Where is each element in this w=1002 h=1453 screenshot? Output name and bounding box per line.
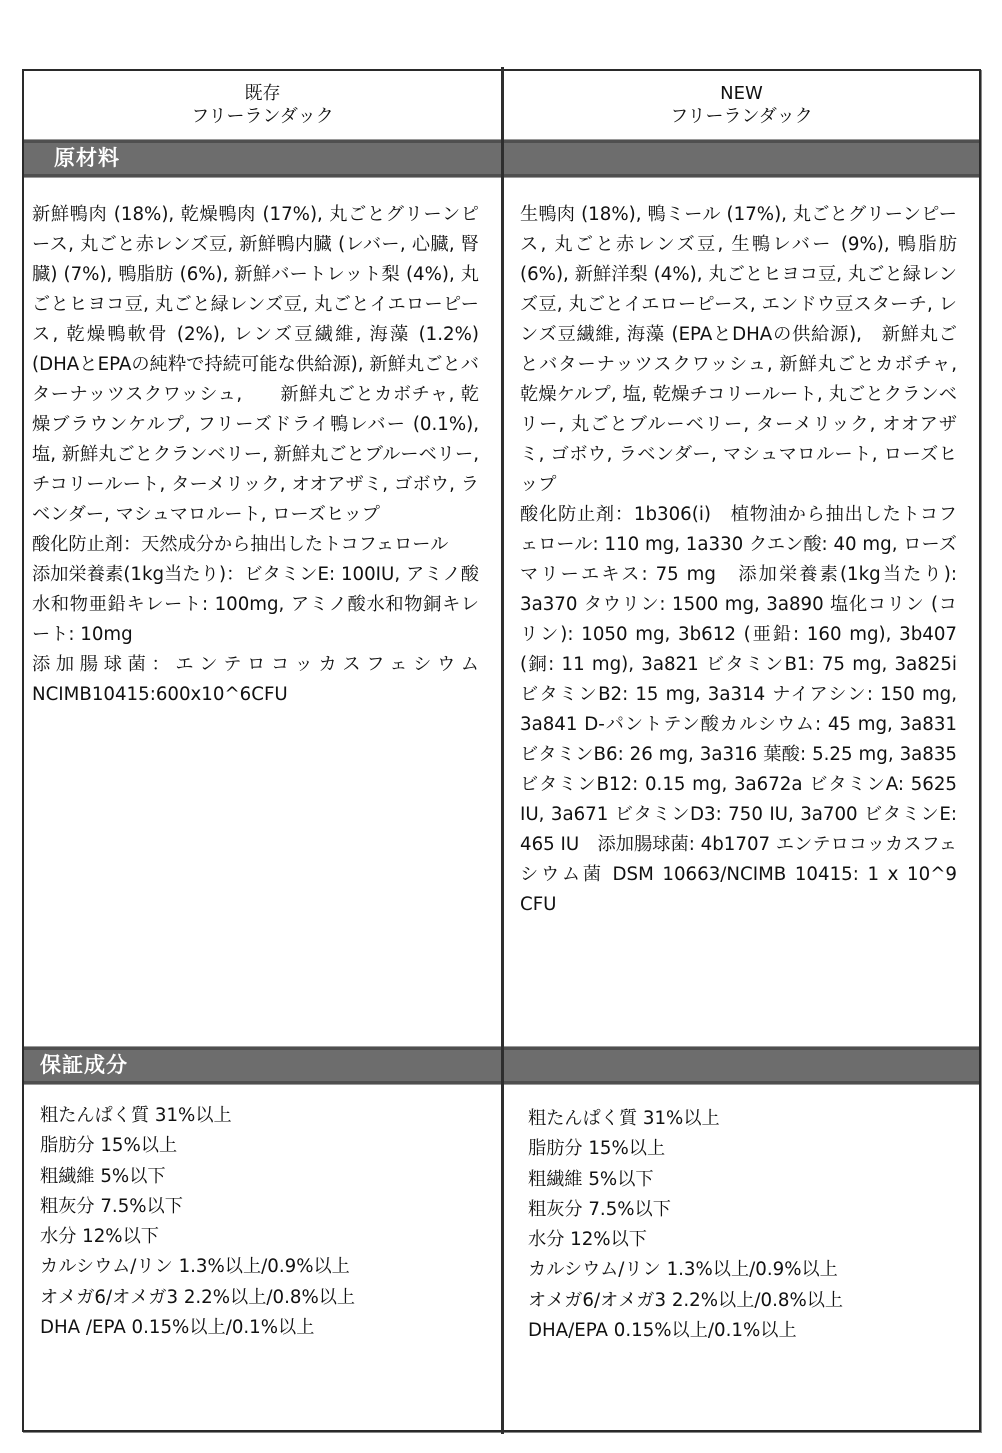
analysis-item: 水分 12%以下: [40, 1226, 159, 1248]
analysis-item: 粗繊維 5%以下: [40, 1165, 166, 1187]
column-header-new-line2: フリーランダック: [670, 106, 813, 127]
analysis-list-existing: [24, 1084, 501, 1343]
analysis-item: オメガ6/オメガ3 2.2%以上/0.8%以上: [40, 1286, 356, 1308]
analysis-cell-new: [504, 1084, 979, 1430]
ingredients-cell-new: [504, 177, 979, 1047]
ingredients-list-new: 生鴨肉 (18%), 鴨ミール (17%), 丸ごとグリーンピース, 丸ごと赤レンズ豆, 生鴨レバー (9%), 鴨脂肪 (6%), 新鮮洋梨 (4%), 丸ごとヒヨコ豆, 丸ごと緑レンズ豆, 丸ごとイエローピース, エンドウ豆スターチ, レンズ豆繊維, 海藻 (EPAとDHAの供給源), 新鮮丸ごとバターナッツスクワッシュ, 新鮮丸ごとカボチャ, 乾燥ケルプ, 塩, 乾燥チコリールート, 丸ごとクランベリー, 丸ごとブルーベリー, ターメリック, オオアザミ, ゴボウ, ラベンダー, マシュマロルート, ローズヒップ: [520, 204, 957, 495]
analysis-item: 粗たんぱく質 31%以上: [40, 1105, 232, 1126]
column-header-existing-line1: 既存: [244, 83, 281, 104]
analysis-item: 脂肪分 15%以上: [528, 1138, 666, 1160]
analysis-item: DHA /EPA 0.15%以上/0.1%以上: [40, 1317, 315, 1339]
probiotic-existing: 添加腸球菌：エンテロコッカスフェシウム NCIMB10415:600x10^6CFU: [32, 654, 479, 705]
analysis-item: 脂肪分 15%以上: [40, 1135, 178, 1157]
analysis-item: 粗繊維 5%以下: [528, 1168, 654, 1190]
analysis-list-new: [504, 1084, 979, 1346]
added-nutrients-existing: 添加栄養素(1kg当たり)：ビタミンE: 100IU, アミノ酸水和物亜鉛キレート: 100mg, アミノ酸水和物銅キレート: 10mg: [32, 564, 479, 645]
ingredients-text-new: [504, 177, 979, 920]
column-header-existing-line2: フリーランダック: [191, 106, 334, 127]
analysis-item: DHA/EPA 0.15%以上/0.1%以上: [528, 1320, 797, 1342]
ingredients-cell-existing: [24, 177, 501, 1047]
comparison-table: [22, 69, 981, 1432]
column-divider: [501, 67, 504, 1434]
analysis-cell-existing: [24, 1084, 501, 1430]
column-header-new: [504, 71, 979, 141]
analysis-item: 粗灰分 7.5%以下: [40, 1195, 183, 1217]
analysis-item: カルシウム/リン 1.3%以上/0.9%以上: [528, 1259, 838, 1281]
analysis-item: 粗灰分 7.5%以下: [528, 1198, 671, 1220]
column-header-existing: [24, 71, 501, 141]
analysis-item: オメガ6/オメガ3 2.2%以上/0.8%以上: [528, 1289, 844, 1311]
ingredients-text-existing: [24, 177, 501, 710]
analysis-item: 水分 12%以下: [528, 1229, 647, 1251]
additives-new: 酸化防止剤：1b306(i) 植物油から抽出したトコフェロール: 110 mg, 1a330 クエン酸: 40 mg, ローズマリーエキス: 75 mg 添加栄養素(1kg当たり): 3a370 タウリン: 1500 mg, 3a890 塩化コリン (コリン): 1050 mg, 3b612 (亜鉛: 160 mg), 3b407 (銅: 11 mg), 3a821 ビタミンB1: 75 mg, 3a825i ビタミンB2: 15 mg, 3a314 ナイアシン: 150 mg, 3a841 D-パントテン酸カルシウム: 45 mg, 3a831 ビタミンB6: 26 mg, 3a316 葉酸: 5.25 mg, 3a835 ビタミンB12: 0.15 mg, 3a672a ビタミンA: 5625 IU, 3a671 ビタミンD3: 750 IU, 3a700 ビタミンE: 465 IU 添加腸球菌: 4b1707 エンテロコッカスフェシウム菌 DSM 10663/NCIMB 10415: 1 x 10^9 CFU: [520, 504, 957, 915]
section-label-ingredients: 原材料: [54, 146, 120, 170]
section-label-guaranteed-analysis: 保証成分: [40, 1053, 128, 1077]
antioxidant-existing: 酸化防止剤：天然成分から抽出したトコフェロール: [32, 534, 449, 555]
analysis-item: 粗たんぱく質 31%以上: [528, 1108, 720, 1129]
ingredients-list-existing: 新鮮鴨肉 (18%), 乾燥鴨肉 (17%), 丸ごとグリーンピース, 丸ごと赤レンズ豆, 新鮮鴨内臓 (レバー, 心臓, 腎臓) (7%), 鴨脂肪 (6%), 新鮮バートレット梨 (4%), 丸ごとヒヨコ豆, 丸ごと緑レンズ豆, 丸ごとイエローピース, 乾燥鴨軟骨 (2%), レンズ豆繊維, 海藻 (1.2%) (DHAとEPAの純粋で持続可能な供給源), 新鮮丸ごとバターナッツスクワッシュ, 新鮮丸ごとカボチャ, 乾燥ブラウンケルプ, フリーズドライ鴨レバー (0.1%), 塩, 新鮮丸ごとクランベリー, 新鮮丸ごとブルーベリー, チコリールート, ターメリック, オオアザミ, ゴボウ, ラベンダー, マシュマロルート, ローズヒップ: [32, 204, 479, 525]
analysis-item: カルシウム/リン 1.3%以上/0.9%以上: [40, 1256, 350, 1278]
column-header-new-line1: NEW: [720, 83, 763, 104]
